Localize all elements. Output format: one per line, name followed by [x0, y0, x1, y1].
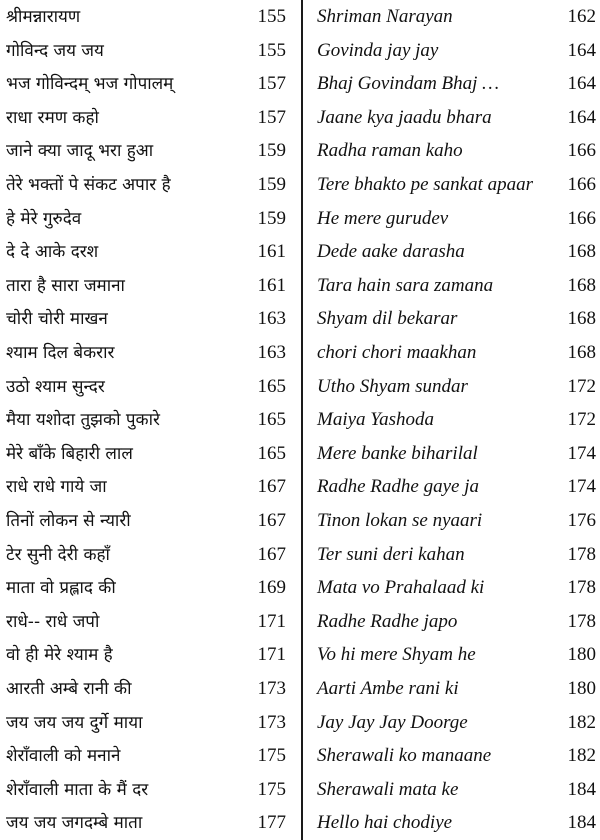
english-song-title: Tinon lokan se nyaari — [317, 510, 483, 531]
english-page-number: 168 — [567, 308, 596, 330]
english-song-title: Shriman Narayan — [317, 6, 453, 27]
english-index-row — [303, 0, 600, 34]
hindi-index-row — [0, 504, 300, 538]
hindi-index-row — [0, 806, 300, 840]
hindi-index-row — [0, 235, 300, 269]
hindi-index-row — [0, 538, 300, 572]
english-index-row — [303, 739, 600, 773]
english-page-number: 164 — [567, 73, 596, 95]
hindi-song-title: टेर सुनी देरी कहाँ — [6, 544, 110, 565]
hindi-index-row — [0, 470, 300, 504]
hindi-page-number: 167 — [257, 510, 286, 531]
english-index-row — [303, 504, 600, 538]
hindi-song-title: शेराँवाली माता के मैं दर — [6, 779, 149, 800]
english-song-title: Bhaj Govindam Bhaj … — [317, 73, 500, 95]
hindi-index-row — [0, 168, 300, 202]
english-index-row — [303, 168, 600, 202]
english-page-number: 182 — [567, 711, 596, 733]
hindi-index-row — [0, 0, 300, 34]
hindi-song-title: जय जय जगदम्बे माता — [6, 813, 143, 834]
hindi-index-row — [0, 638, 300, 672]
hindi-page-number: 163 — [257, 308, 286, 330]
hindi-page-number: 155 — [257, 6, 286, 27]
hindi-page-number: 167 — [257, 476, 286, 498]
hindi-index-row — [0, 202, 300, 236]
hindi-page-number: 173 — [257, 711, 286, 733]
hindi-page-number: 171 — [257, 610, 286, 632]
hindi-song-title: वो ही मेरे श्याम है — [6, 645, 113, 666]
english-song-title: Hello hai chodiye — [317, 812, 453, 834]
english-index-row — [303, 538, 600, 572]
english-song-title: Dede aake darasha — [317, 241, 465, 263]
hindi-song-title: मैया यशोदा तुझको पुकारे — [6, 410, 160, 431]
english-page-number: 184 — [567, 778, 596, 800]
english-index-row — [303, 235, 600, 269]
hindi-song-title: दे दे आके दरश — [6, 242, 99, 263]
english-song-title: Sherawali mata ke — [317, 778, 459, 800]
hindi-page-number: 157 — [257, 73, 286, 95]
english-page-number: 174 — [567, 476, 596, 498]
english-song-title: Radha raman kaho — [317, 140, 463, 162]
english-song-title: Vo hi mere Shyam he — [317, 644, 476, 666]
hindi-page-number: 175 — [257, 778, 286, 800]
english-song-title: Radhe Radhe japo — [317, 610, 458, 632]
english-page-number: 180 — [567, 678, 596, 699]
hindi-page-number: 159 — [257, 140, 286, 162]
english-page-number: 176 — [567, 510, 596, 531]
hindi-song-title: तारा है सारा जमाना — [6, 275, 125, 296]
hindi-page-number: 163 — [257, 342, 286, 363]
english-index-row — [303, 269, 600, 303]
hindi-page-number: 167 — [257, 543, 286, 565]
hindi-song-title: भज गोविन्दम् भज गोपालम् — [6, 74, 174, 95]
hindi-page-number: 161 — [257, 274, 286, 296]
english-page-number: 166 — [567, 174, 596, 195]
english-song-title: Govinda jay jay — [317, 39, 439, 61]
english-index-row — [303, 302, 600, 336]
english-song-title: chori chori maakhan — [317, 342, 477, 363]
hindi-song-title: चोरी चोरी माखन — [6, 309, 108, 330]
hindi-index-row — [0, 134, 300, 168]
english-index-column — [303, 0, 600, 840]
hindi-song-title: गोविन्द जय जय — [6, 40, 104, 61]
hindi-page-number: 175 — [257, 745, 286, 767]
english-index-row — [303, 370, 600, 404]
hindi-song-title: उठो श्याम सुन्दर — [6, 376, 105, 397]
hindi-index-row — [0, 739, 300, 773]
hindi-page-number: 177 — [257, 812, 286, 834]
english-song-title: Aarti Ambe rani ki — [317, 678, 459, 699]
english-page-number: 172 — [567, 409, 596, 431]
hindi-song-title: हे मेरे गुरुदेव — [6, 208, 82, 229]
hindi-index-row — [0, 67, 300, 101]
hindi-song-title: जय जय जय दुर्गे माया — [6, 712, 143, 733]
english-page-number: 178 — [567, 610, 596, 632]
hindi-song-title: तेरे भक्तों पे संकट अपार है — [6, 175, 171, 195]
english-index-row — [303, 806, 600, 840]
hindi-song-title: राधे-- राधे जपो — [6, 611, 100, 632]
hindi-song-title: मेरे बाँके बिहारी लाल — [6, 443, 133, 464]
hindi-song-title: शेराँवाली को मनाने — [6, 746, 121, 767]
english-page-number: 166 — [567, 207, 596, 229]
english-song-title: Tere bhakto pe sankat apaar — [317, 174, 534, 195]
hindi-song-title: तिनों लोकन से न्यारी — [6, 511, 131, 531]
english-song-title: Utho Shyam sundar — [317, 375, 468, 397]
hindi-song-title: राधे राधे गाये जा — [6, 477, 107, 498]
hindi-song-title: जाने क्या जादू भरा हुआ — [6, 141, 154, 162]
hindi-song-title: आरती अम्बे रानी की — [6, 679, 132, 699]
hindi-page-number: 161 — [257, 241, 286, 263]
english-page-number: 182 — [567, 745, 596, 767]
english-page-number: 162 — [567, 6, 596, 27]
hindi-page-number: 165 — [257, 442, 286, 464]
english-index-row — [303, 403, 600, 437]
hindi-index-row — [0, 437, 300, 471]
english-page-number: 174 — [567, 442, 596, 464]
english-index-row — [303, 571, 600, 605]
english-page-number: 172 — [567, 375, 596, 397]
hindi-index-row — [0, 101, 300, 135]
hindi-index-row — [0, 302, 300, 336]
hindi-page-number: 155 — [257, 39, 286, 61]
english-page-number: 164 — [567, 39, 596, 61]
english-song-title: Ter suni deri kahan — [317, 543, 465, 565]
english-song-title: Sherawali ko manaane — [317, 745, 492, 767]
hindi-index-row — [0, 773, 300, 807]
english-song-title: Mata vo Prahalaad ki — [317, 577, 485, 599]
english-page-number: 178 — [567, 543, 596, 565]
hindi-page-number: 159 — [257, 174, 286, 195]
hindi-page-number: 169 — [257, 577, 286, 599]
hindi-index-row — [0, 370, 300, 404]
hindi-index-row — [0, 605, 300, 639]
hindi-song-title: श्रीमन्नारायण — [6, 7, 81, 27]
hindi-page-number: 157 — [257, 106, 286, 128]
hindi-page-number: 173 — [257, 678, 286, 699]
hindi-index-row — [0, 403, 300, 437]
english-page-number: 168 — [567, 274, 596, 296]
english-index-row — [303, 605, 600, 639]
english-song-title: Jay Jay Jay Doorge — [317, 711, 468, 733]
hindi-index-row — [0, 672, 300, 706]
english-page-number: 178 — [567, 577, 596, 599]
english-song-title: Tara hain sara zamana — [317, 274, 494, 296]
hindi-index-row — [0, 706, 300, 740]
hindi-page-number: 159 — [257, 207, 286, 229]
hindi-song-title: माता वो प्रह्लाद की — [6, 578, 116, 599]
english-page-number: 184 — [567, 812, 596, 834]
english-index-row — [303, 34, 600, 68]
english-song-title: Shyam dil bekarar — [317, 308, 458, 330]
english-index-row — [303, 638, 600, 672]
english-page-number: 168 — [567, 241, 596, 263]
english-index-row — [303, 67, 600, 101]
english-index-row — [303, 672, 600, 706]
english-song-title: Maiya Yashoda — [317, 409, 435, 431]
english-index-row — [303, 437, 600, 471]
hindi-song-title: श्याम दिल बेकरार — [6, 343, 115, 363]
english-song-title: Radhe Radhe gaye ja — [317, 476, 479, 498]
english-index-row — [303, 336, 600, 370]
english-index-row — [303, 134, 600, 168]
english-index-row — [303, 470, 600, 504]
hindi-index-row — [0, 336, 300, 370]
english-index-row — [303, 101, 600, 135]
english-song-title: Jaane kya jaadu bhara — [317, 106, 492, 128]
english-page-number: 180 — [567, 644, 596, 666]
hindi-index-row — [0, 571, 300, 605]
english-index-row — [303, 773, 600, 807]
hindi-page-number: 165 — [257, 409, 286, 431]
hindi-page-number: 171 — [257, 644, 286, 666]
hindi-page-number: 165 — [257, 375, 286, 397]
hindi-index-row — [0, 269, 300, 303]
hindi-song-title: राधा रमण कहो — [6, 107, 99, 128]
hindi-index-row — [0, 34, 300, 68]
english-page-number: 166 — [567, 140, 596, 162]
english-index-row — [303, 706, 600, 740]
english-page-number: 164 — [567, 106, 596, 128]
english-song-title: He mere gurudev — [317, 207, 449, 229]
english-page-number: 168 — [567, 342, 596, 363]
english-index-row — [303, 202, 600, 236]
english-song-title: Mere banke biharilal — [317, 442, 478, 464]
